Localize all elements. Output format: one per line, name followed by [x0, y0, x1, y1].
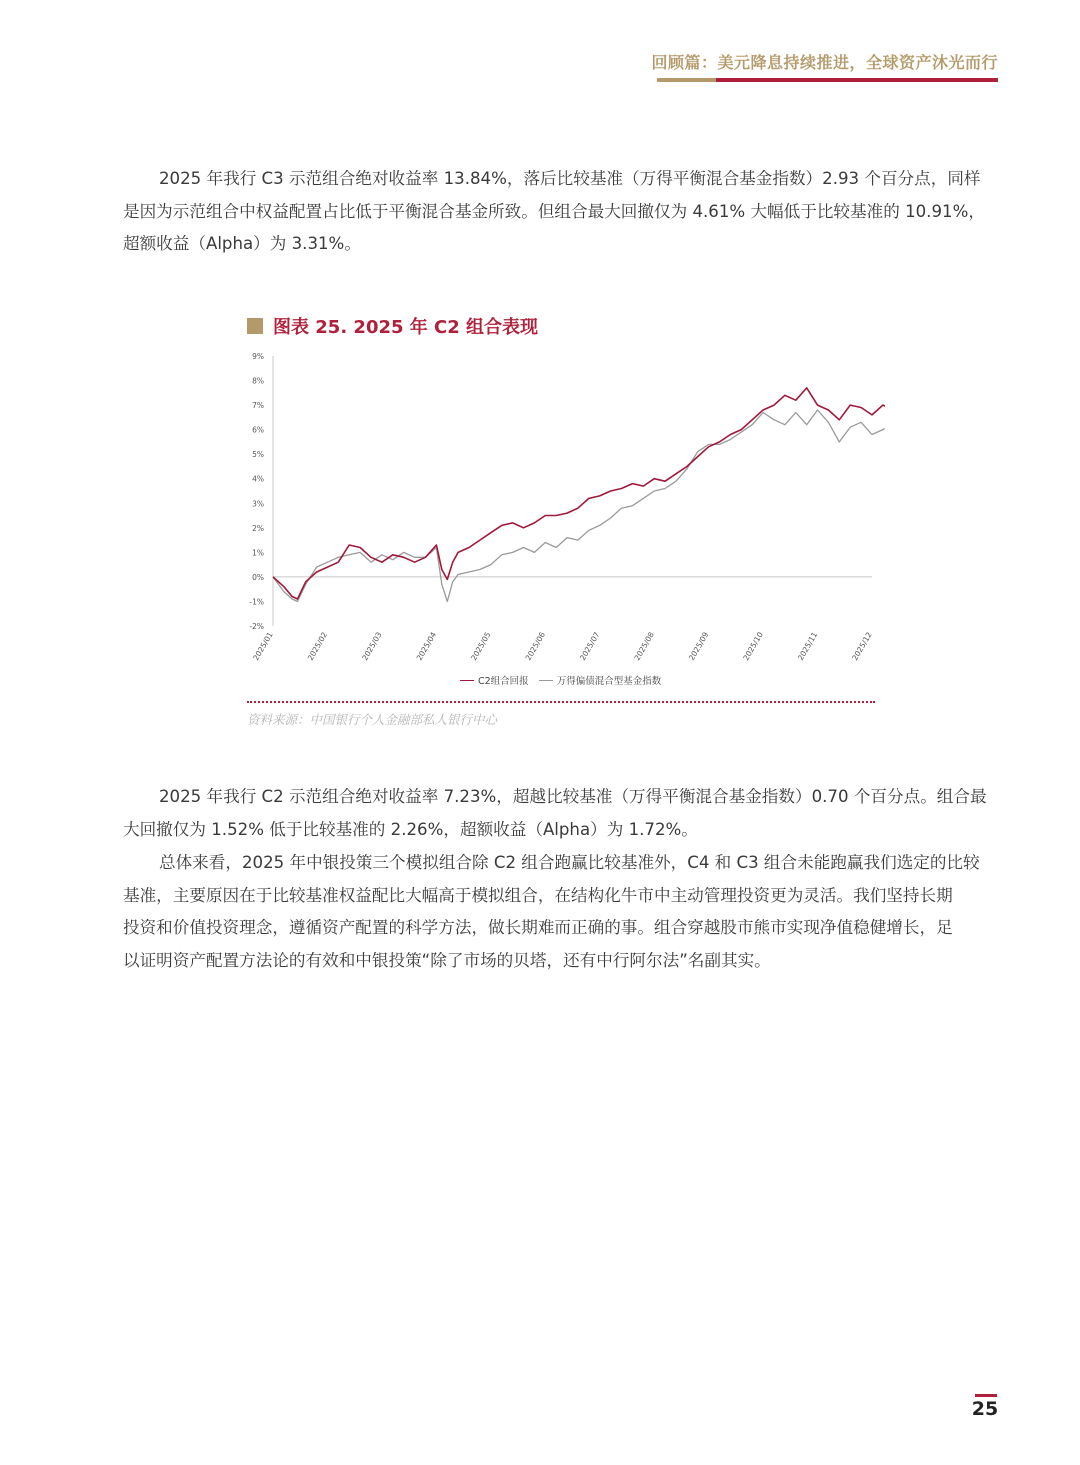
- legend-item-c2: [460, 673, 529, 687]
- y-tick-label: 7%: [252, 401, 264, 411]
- figure-dotted-rule: [247, 701, 875, 703]
- x-tick-label: 2025/10: [741, 630, 765, 662]
- y-tick-label: -1%: [249, 597, 264, 607]
- header-rule-gold: [657, 78, 716, 82]
- figure-title-marker: [247, 318, 263, 334]
- paragraph-line: 超额收益（Alpha）为 3.31%。: [123, 234, 361, 253]
- legend-swatch-c2: [460, 680, 474, 681]
- y-tick-label: 9%: [252, 352, 264, 361]
- figure-title: 图表 25. 2025 年 C2 组合表现: [273, 317, 539, 338]
- y-tick-label: 1%: [252, 548, 264, 558]
- y-tick-label: 4%: [252, 474, 264, 484]
- x-tick-label: 2025/01: [251, 630, 275, 662]
- x-tick-label: 2025/04: [414, 630, 439, 662]
- x-tick-label: 2025/07: [578, 630, 602, 662]
- legend-swatch-benchmark: [539, 680, 553, 681]
- paragraph-c3-summary: [123, 163, 998, 261]
- paragraph-line: 2025 年我行 C3 示范组合绝对收益率 13.84%，落后比较基准（万得平衡混合基金指数）2.93 个百分点，同样: [159, 169, 981, 188]
- x-tick-label: 2025/06: [523, 630, 548, 662]
- paragraph-line: 基准，主要原因在于比较基准权益配比大幅高于模拟组合，在结构化牛市中主动管理投资更为灵活。我们坚持长期: [123, 885, 953, 905]
- chart-series: [273, 386, 885, 602]
- figure-title-row: [247, 314, 538, 338]
- y-tick-label: 3%: [252, 499, 264, 509]
- figure-source: 资料来源：中国银行个人金融部私人银行中心: [247, 712, 498, 727]
- paragraph-line: 是因为示范组合中权益配置占比低于平衡混合基金所致。但组合最大回撤仅为 4.61% 大幅低于比较基准的 10.91%，: [123, 201, 985, 221]
- y-tick-label: 0%: [252, 572, 264, 582]
- legend-label-benchmark: 万得偏债混合型基金指数: [556, 676, 662, 687]
- chart-legend: [460, 673, 671, 687]
- legend-item-benchmark: [539, 673, 662, 687]
- paragraph-c2-summary: [123, 781, 998, 846]
- y-tick-label: 8%: [252, 376, 264, 386]
- series-line-c2: [273, 386, 885, 600]
- page-number: 25: [971, 1398, 999, 1420]
- y-tick-label: 5%: [252, 450, 264, 460]
- line-chart: [235, 340, 885, 670]
- y-tick-label: -2%: [249, 622, 264, 631]
- paragraph-line: 大回撤仅为 1.52% 低于比较基准的 2.26%，超额收益（Alpha）为 1.72%。: [123, 819, 698, 839]
- x-tick-label: 2025/11: [795, 630, 820, 662]
- y-tick-label: 6%: [252, 425, 264, 435]
- x-tick-label: 2025/05: [469, 630, 493, 662]
- paragraph-overall-summary: [123, 847, 998, 977]
- series-line-benchmark: [273, 410, 885, 602]
- paragraph-line: 2025 年我行 C2 示范组合绝对收益率 7.23%，超越比较基准（万得平衡混合基金指数）0.70 个百分点。组合最: [159, 787, 987, 806]
- x-tick-label: 2025/09: [686, 630, 711, 662]
- x-tick-label: 2025/03: [360, 630, 384, 662]
- paragraph-line: 以证明资产配置方法论的有效和中银投策“除了市场的贝塔，还有中行阿尔法”名副其实。: [123, 950, 771, 970]
- page-number-rule: [975, 1394, 997, 1397]
- header-rule-red: [716, 78, 998, 82]
- x-tick-label: 2025/08: [632, 630, 656, 662]
- x-tick-label: 2025/12: [850, 630, 874, 662]
- y-tick-label: 2%: [252, 523, 264, 533]
- paragraph-line: 总体来看，2025 年中银投策三个模拟组合除 C2 组合跑赢比较基准外，C4 和 C3 组合未能跑赢我们选定的比较: [159, 853, 980, 872]
- paragraph-line: 投资和价值投资理念，遵循资产配置的科学方法，做长期难而正确的事。组合穿越股市熊市实现净值稳健增长，足: [123, 918, 953, 937]
- running-header-title: 回顾篇：美元降息持续推进，全球资产沐光而行: [651, 53, 998, 72]
- x-tick-label: 2025/02: [305, 630, 330, 662]
- legend-label-c2: C2组合回报: [478, 676, 529, 687]
